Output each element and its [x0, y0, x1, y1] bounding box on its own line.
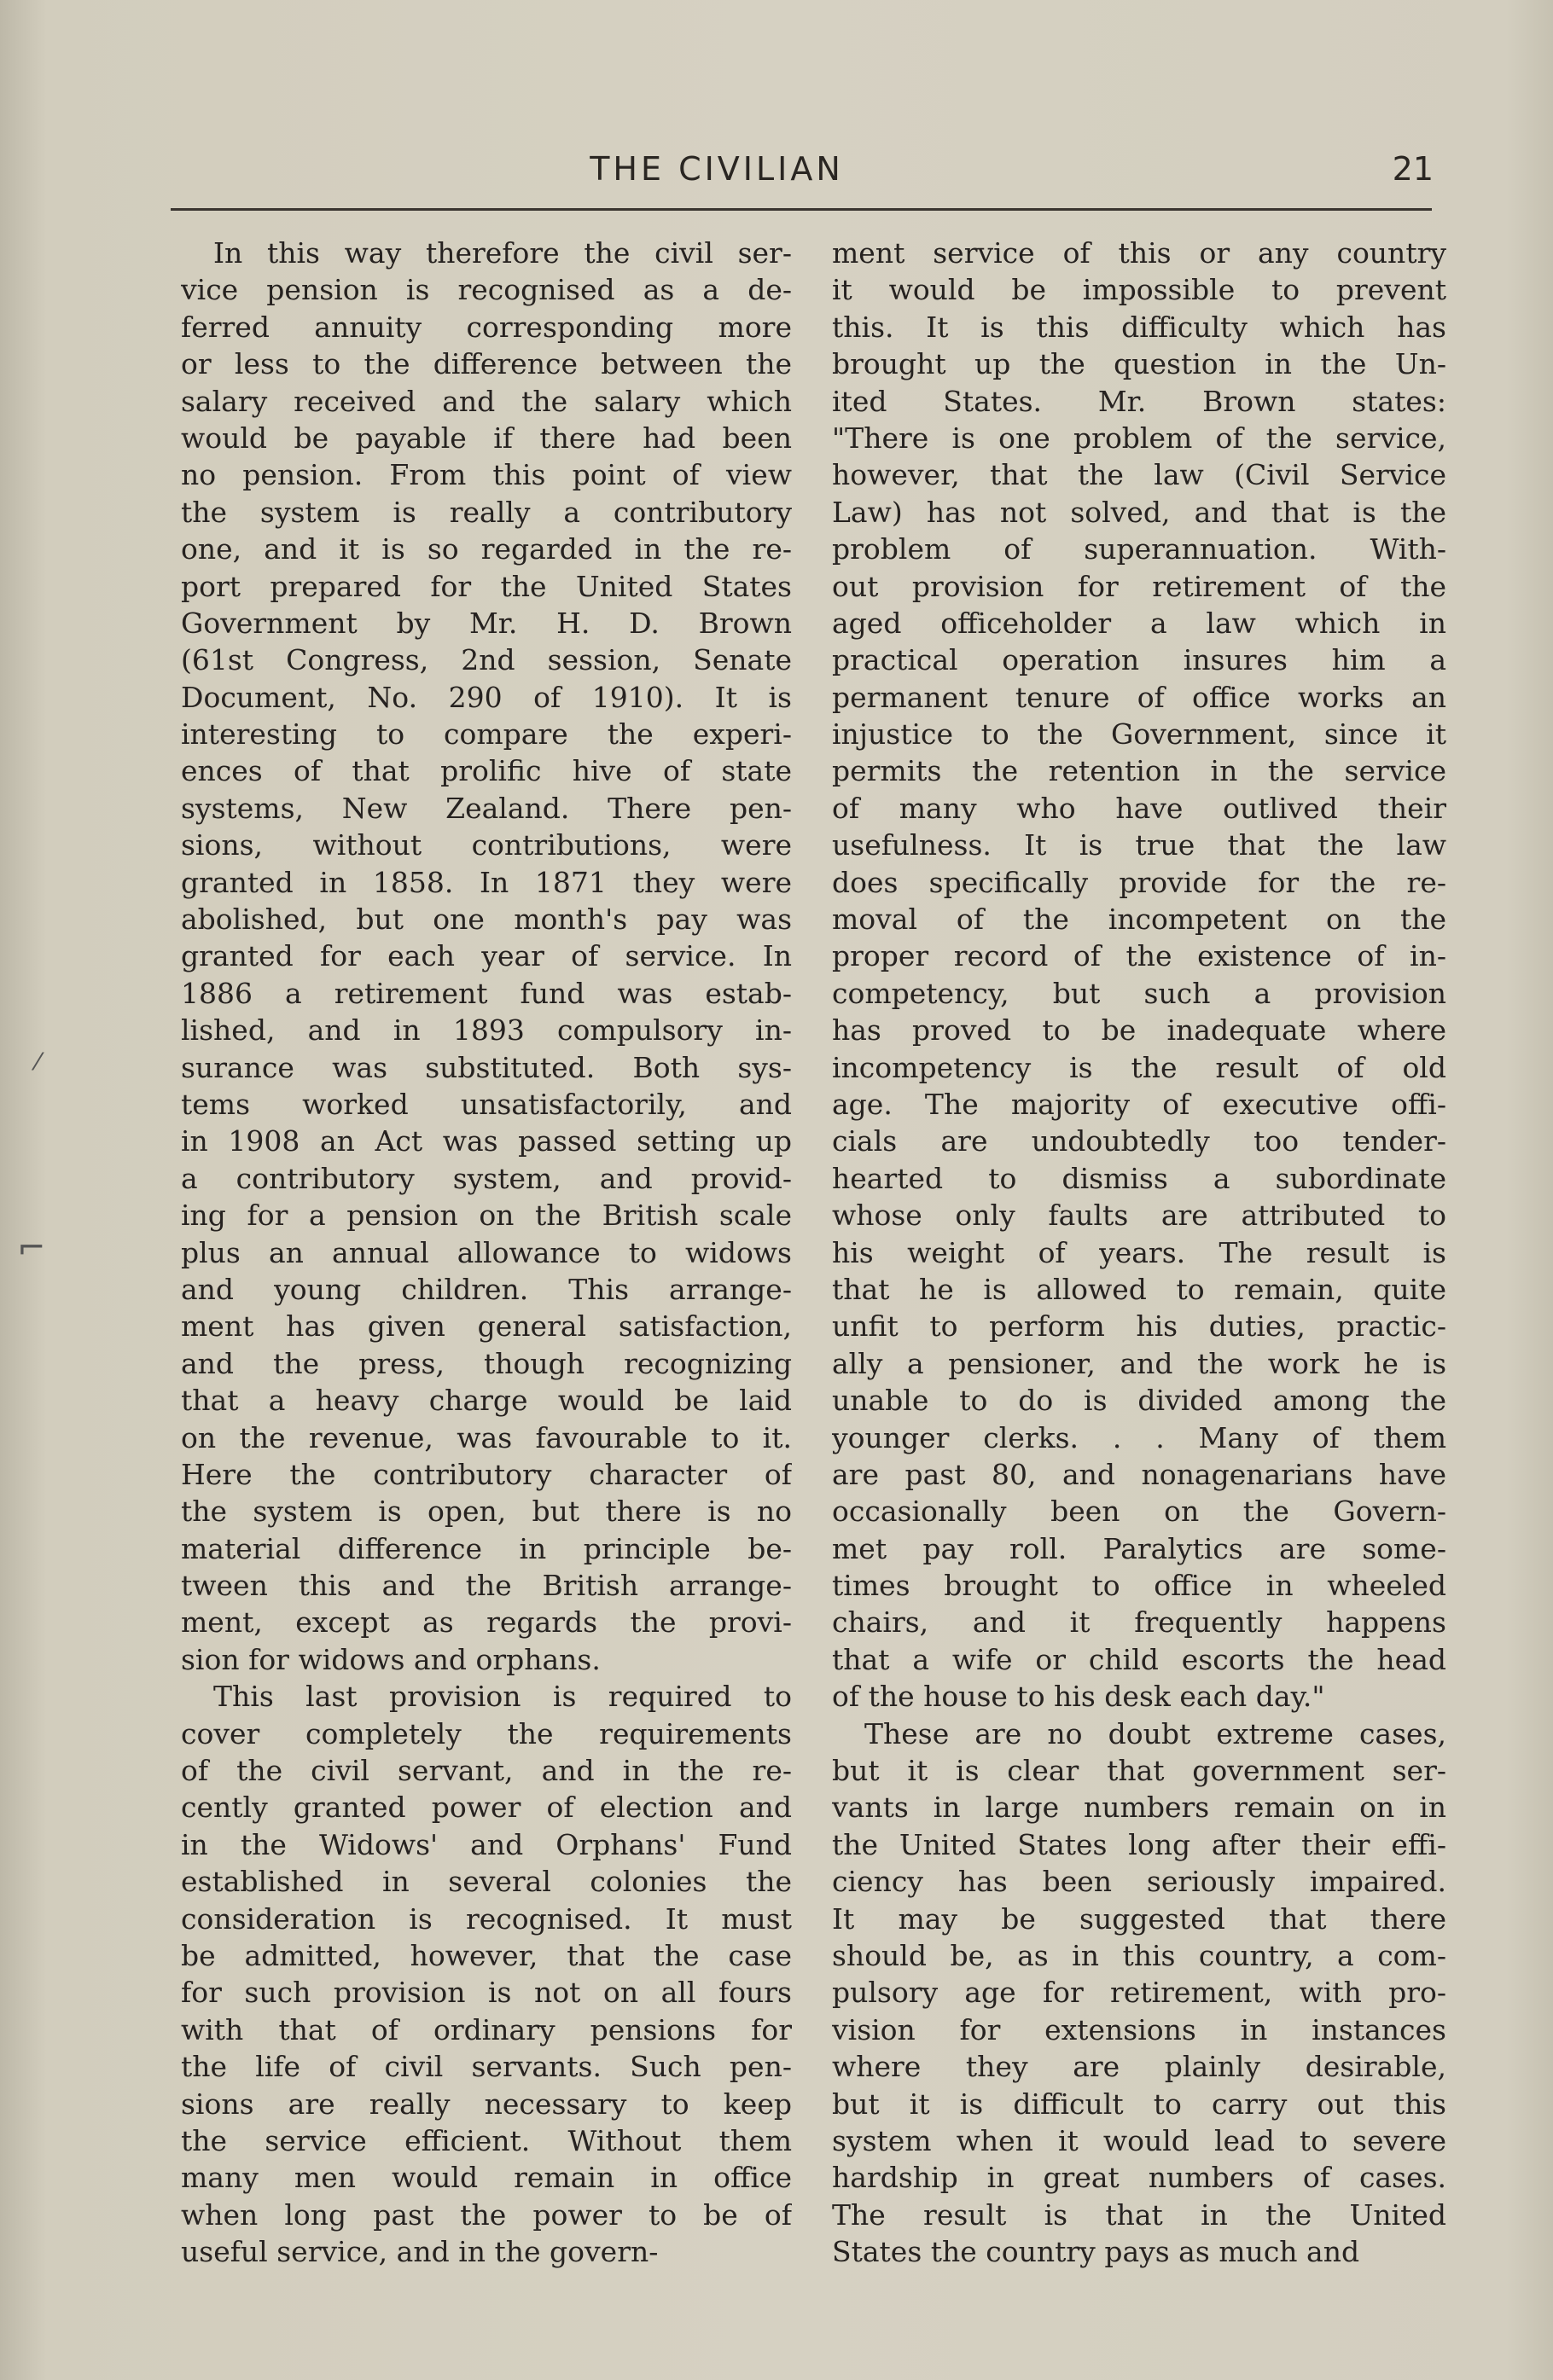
text-line: These are no doubt extreme cases,: [864, 1716, 1446, 1750]
text-line: no pension. From this point of view: [181, 458, 792, 492]
text-line: lished, and in 1893 compulsory in-: [181, 1013, 792, 1048]
text-line: unfit to perform his duties, practic-: [832, 1309, 1446, 1344]
text-line: but it is difficult to carry out this: [832, 2087, 1446, 2121]
text-line: moval of the incompetent on the: [832, 903, 1446, 937]
text-line: practical operation insures him a: [832, 643, 1446, 677]
text-line: (61st Congress, 2nd session, Senate: [181, 643, 792, 677]
text-line: on the revenue, was favourable to it.: [181, 1420, 792, 1454]
text-line: cently granted power of election and: [181, 1791, 792, 1825]
text-line: however, that the law (Civil Service: [832, 458, 1446, 492]
text-line: ally a pensioner, and the work he is: [832, 1346, 1446, 1380]
text-line: this. It is this difficulty which has: [832, 310, 1446, 344]
text-line: abolished, but one month's pay was: [181, 903, 792, 937]
text-line: vision for extensions in instances: [832, 2012, 1446, 2046]
text-line: the service efficient. Without them: [181, 2123, 792, 2157]
text-line: incompetency is the result of old: [832, 1050, 1446, 1084]
header-rule: [171, 208, 1432, 211]
text-line: met pay roll. Paralytics are some-: [832, 1531, 1446, 1565]
text-line: ferred annuity corresponding more: [181, 310, 792, 344]
text-line: but it is clear that government ser-: [832, 1754, 1446, 1788]
text-line: of the civil servant, and in the re-: [181, 1754, 792, 1788]
text-line: The result is that in the United: [832, 2197, 1446, 2232]
text-line: cover completely the requirements: [181, 1716, 792, 1750]
text-line: with that of ordinary pensions for: [181, 2012, 792, 2046]
text-line: granted for each year of service. In: [181, 939, 792, 973]
text-line: Here the contributory character of: [181, 1457, 792, 1491]
text-line: Document, No. 290 of 1910). It is: [181, 680, 792, 714]
text-line: age. The majority of executive offi-: [832, 1087, 1446, 1121]
margin-pencil-mark: ⁄: [36, 1048, 40, 1076]
text-line: vice pension is recognised as a de-: [181, 273, 792, 307]
text-line: sions are really necessary to keep: [181, 2087, 792, 2121]
left-column: [181, 235, 792, 2270]
text-line: the United States long after their effi-: [832, 1827, 1446, 1861]
text-line: would be payable if there had been: [181, 421, 792, 455]
text-line: consideration is recognised. It must: [181, 1901, 792, 1936]
text-line: younger clerks. . . Many of them: [832, 1420, 1446, 1454]
text-line: ment, except as regards the provi-: [181, 1605, 792, 1640]
text-line: one, and it is so regarded in the re-: [181, 532, 792, 566]
text-line: for such provision is not on all fours: [181, 1976, 792, 2010]
text-line: has proved to be inadequate where: [832, 1013, 1446, 1048]
text-line: established in several colonies the: [181, 1865, 792, 1899]
text-line: that a wife or child escorts the head: [832, 1642, 1446, 1676]
text-line: pulsory age for retirement, with pro-: [832, 1976, 1446, 2010]
text-line: tween this and the British arrange-: [181, 1569, 792, 1603]
text-line: brought up the question in the Un-: [832, 347, 1446, 381]
text-line: should be, as in this country, a com-: [832, 1938, 1446, 1972]
text-line: his weight of years. The result is: [832, 1235, 1446, 1269]
text-line: out provision for retirement of the: [832, 569, 1446, 603]
text-line: salary received and the salary which: [181, 384, 792, 418]
text-line: proper record of the existence of in-: [832, 939, 1446, 973]
text-line: of the house to his desk each day.": [832, 1680, 1325, 1714]
text-line: unable to do is divided among the: [832, 1384, 1446, 1418]
text-line: be admitted, however, that the case: [181, 1938, 792, 1972]
text-line: surance was substituted. Both sys-: [181, 1050, 792, 1084]
text-line: ences of that prolific hive of state: [181, 754, 792, 788]
text-line: permits the retention in the service: [832, 754, 1446, 788]
text-line: permanent tenure of office works an: [832, 680, 1446, 714]
text-line: that a heavy charge would be laid: [181, 1384, 792, 1418]
text-line: useful service, and in the govern-: [181, 2235, 659, 2269]
text-line: and the press, though recognizing: [181, 1346, 792, 1380]
text-line: does specifically provide for the re-: [832, 865, 1446, 899]
text-line: hearted to dismiss a subordinate: [832, 1161, 1446, 1195]
text-line: where they are plainly desirable,: [832, 2050, 1446, 2084]
page-number: 21: [1392, 150, 1434, 188]
text-line: plus an annual allowance to widows: [181, 1235, 792, 1269]
text-line: hardship in great numbers of cases.: [832, 2161, 1446, 2195]
running-title: THE CIVILIAN: [590, 150, 844, 188]
text-line: Law) has not solved, and that is the: [832, 495, 1446, 529]
text-line: are past 80, and nonagenarians have: [832, 1457, 1446, 1491]
text-line: the system is really a contributory: [181, 495, 792, 529]
text-line: 1886 a retirement fund was estab-: [181, 976, 792, 1010]
text-line: chairs, and it frequently happens: [832, 1605, 1446, 1640]
text-line: Government by Mr. H. D. Brown: [181, 606, 792, 640]
text-line: aged officeholder a law which in: [832, 606, 1446, 640]
text-line: ment service of this or any country: [832, 236, 1446, 270]
text-line: interesting to compare the experi-: [181, 717, 792, 752]
text-line: competency, but such a provision: [832, 976, 1446, 1010]
text-line: vants in large numbers remain on in: [832, 1791, 1446, 1825]
text-line: In this way therefore the civil ser-: [213, 236, 792, 270]
text-line: systems, New Zealand. There pen-: [181, 791, 792, 825]
text-line: it would be impossible to prevent: [832, 273, 1446, 307]
text-line: the life of civil servants. Such pen-: [181, 2050, 792, 2084]
text-line: sion for widows and orphans.: [181, 1642, 601, 1676]
text-line: or less to the difference between the: [181, 347, 792, 381]
text-line: tems worked unsatisfactorily, and: [181, 1087, 792, 1121]
text-line: whose only faults are attributed to: [832, 1199, 1446, 1233]
text-line: usefulness. It is true that the law: [832, 828, 1446, 862]
text-line: many men would remain in office: [181, 2161, 792, 2195]
text-line: granted in 1858. In 1871 they were: [181, 865, 792, 899]
text-line: occasionally been on the Govern-: [832, 1495, 1446, 1529]
text-line: sions, without contributions, were: [181, 828, 792, 862]
text-line: "There is one problem of the service,: [832, 421, 1446, 455]
page-header: [171, 150, 1434, 201]
text-line: a contributory system, and provid-: [181, 1161, 792, 1195]
margin-pencil-mark: ⌐: [17, 1228, 46, 1268]
text-line: ciency has been seriously impaired.: [832, 1865, 1446, 1899]
text-line: injustice to the Government, since it: [832, 717, 1446, 752]
text-line: ing for a pension on the British scale: [181, 1199, 792, 1233]
text-line: It may be suggested that there: [832, 1901, 1446, 1936]
text-line: ited States. Mr. Brown states:: [832, 384, 1446, 418]
text-line: in 1908 an Act was passed setting up: [181, 1124, 792, 1158]
text-line: when long past the power to be of: [181, 2197, 792, 2232]
text-line: system when it would lead to severe: [832, 2123, 1446, 2157]
text-line: times brought to office in wheeled: [832, 1569, 1446, 1603]
text-line: States the country pays as much and: [832, 2235, 1360, 2269]
text-line: ment has given general satisfaction,: [181, 1309, 792, 1344]
right-column: [832, 235, 1446, 2270]
text-line: of many who have outlived their: [832, 791, 1446, 825]
text-line: and young children. This arrange-: [181, 1272, 792, 1306]
text-line: cials are undoubtedly too tender-: [832, 1124, 1446, 1158]
text-line: problem of superannuation. With-: [832, 532, 1446, 566]
text-line: that he is allowed to remain, quite: [832, 1272, 1446, 1306]
text-line: port prepared for the United States: [181, 569, 792, 603]
text-line: the system is open, but there is no: [181, 1495, 792, 1529]
text-line: This last provision is required to: [213, 1680, 792, 1714]
text-line: in the Widows' and Orphans' Fund: [181, 1827, 792, 1861]
text-line: material difference in principle be-: [181, 1531, 792, 1565]
